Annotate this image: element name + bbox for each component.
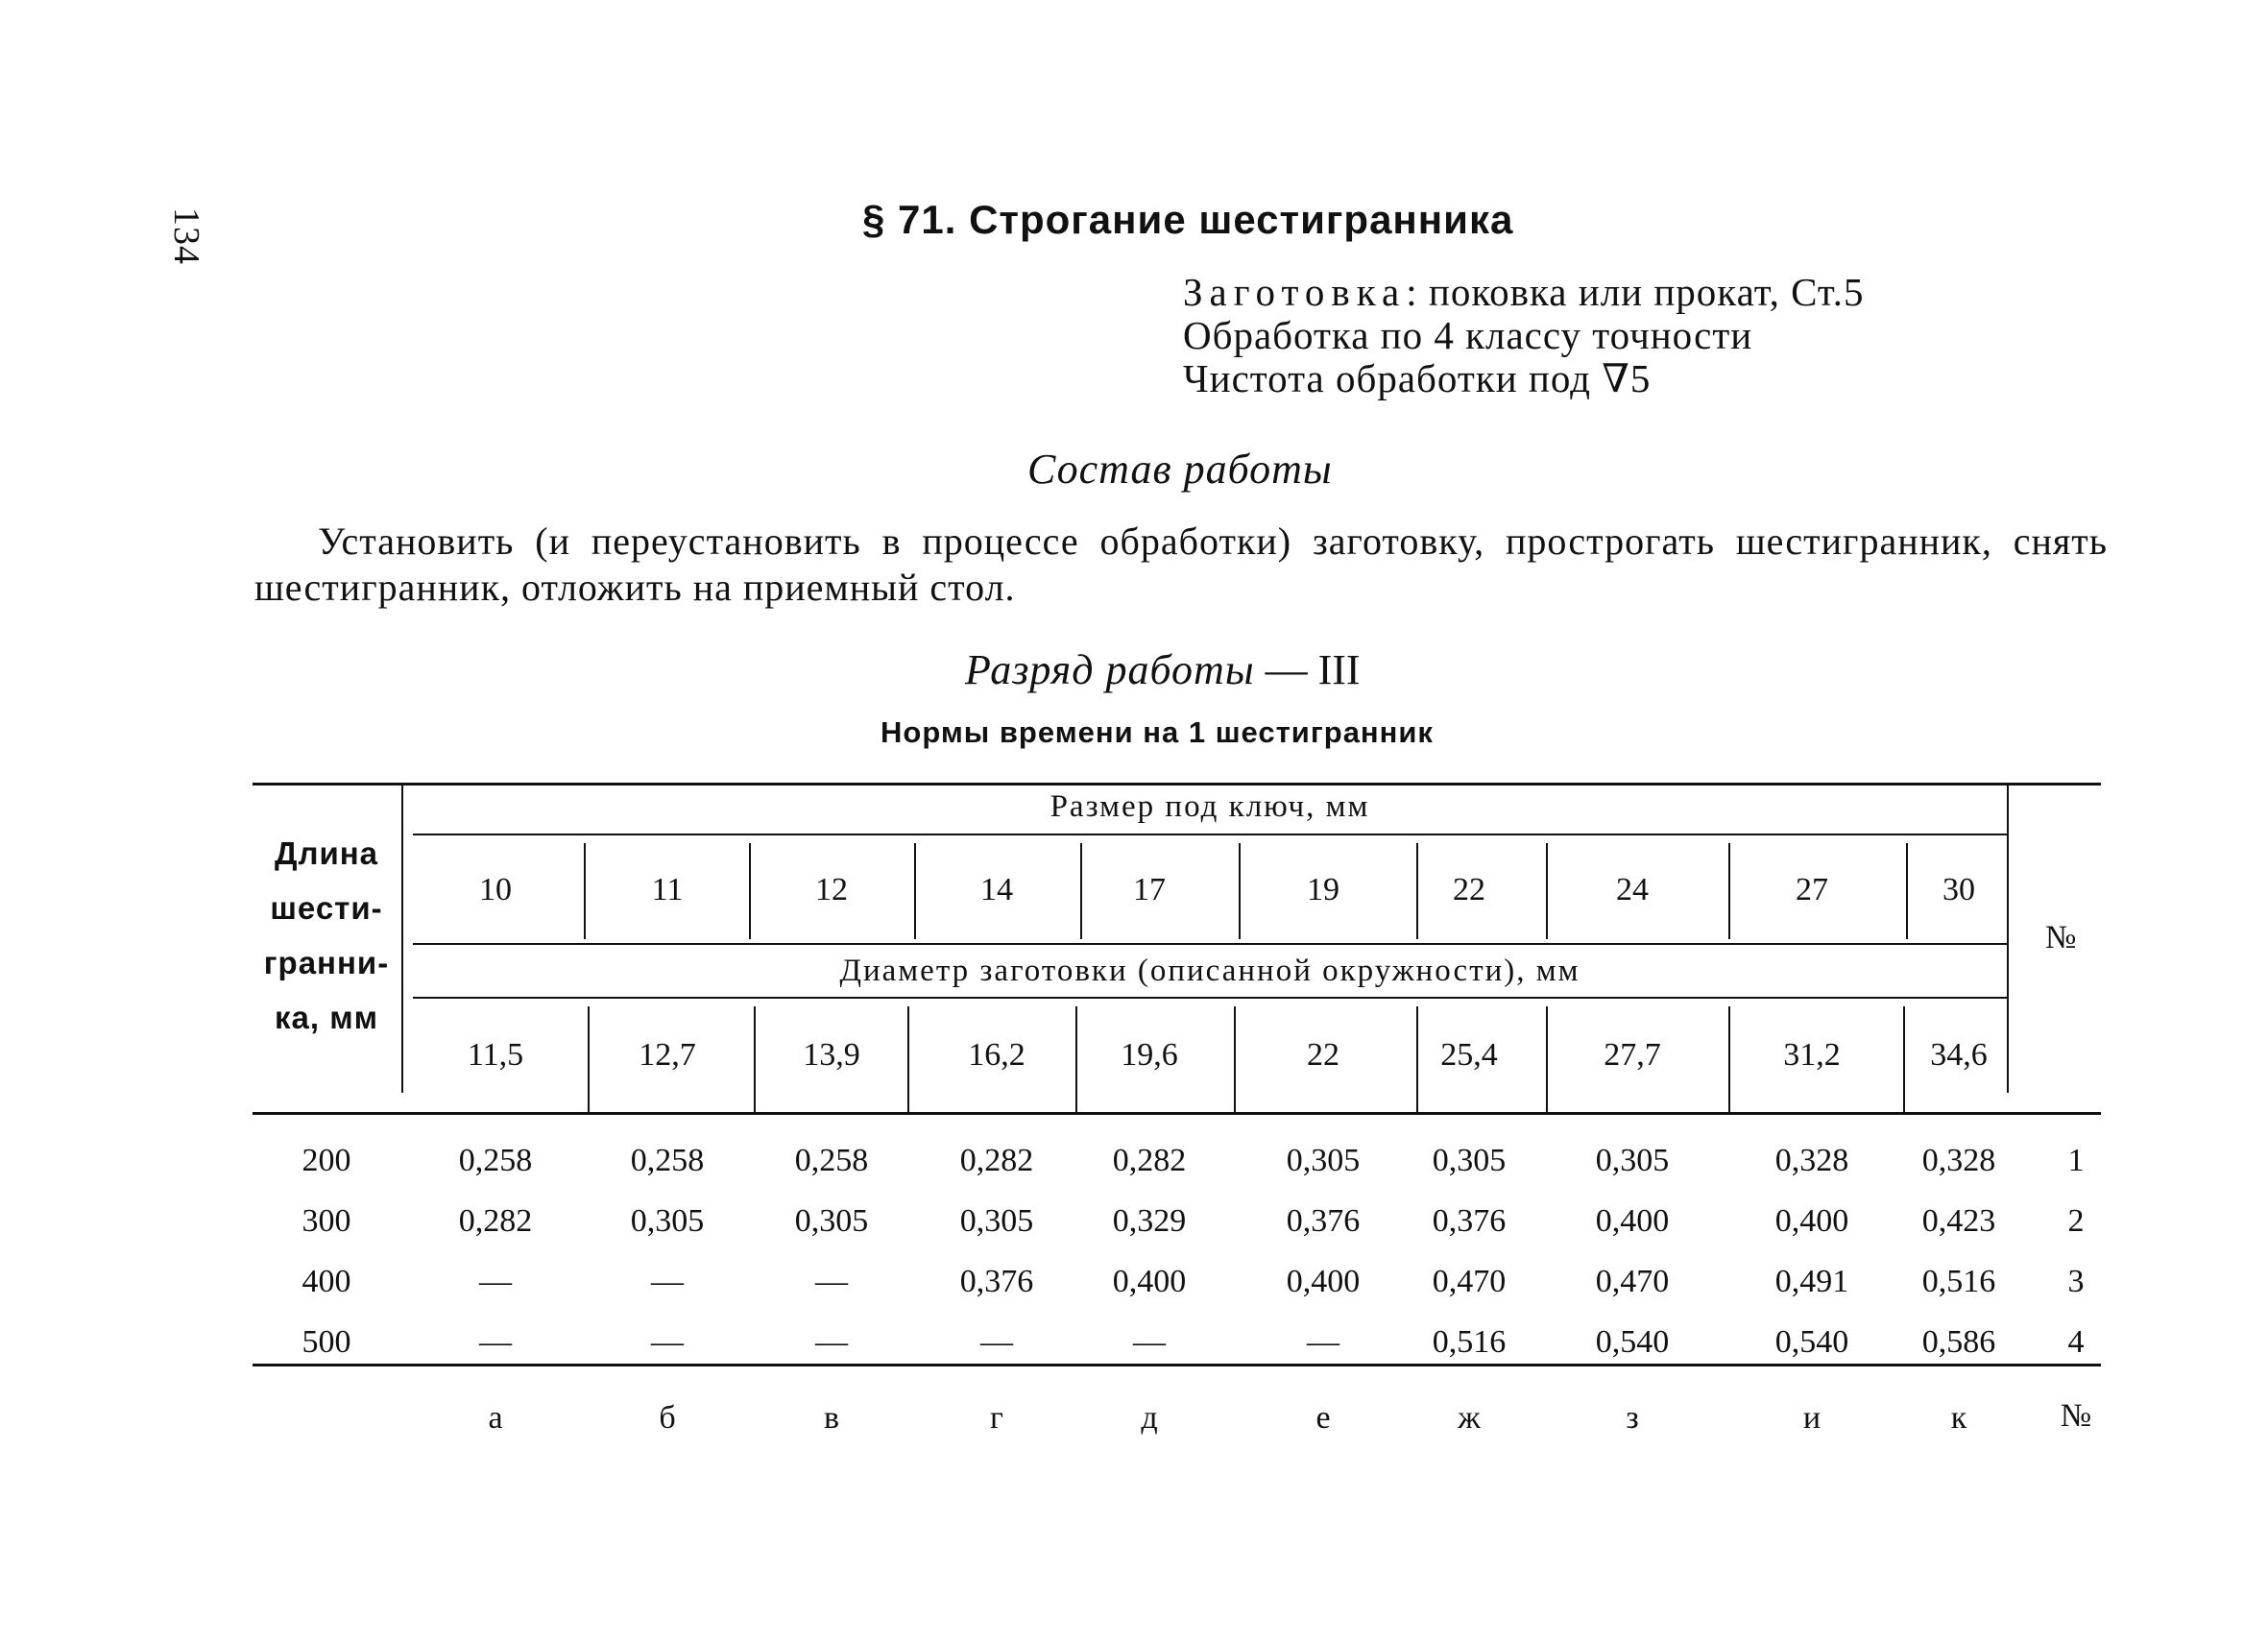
diam-col-divider [588, 1006, 590, 1112]
key-size-cell: 10 [479, 872, 512, 907]
diameter-cell: 11,5 [467, 1037, 524, 1073]
norm-value-cell: — [1133, 1324, 1166, 1360]
column-letter: ж [1458, 1400, 1481, 1436]
header-bottom-rule [253, 1112, 2101, 1115]
norm-value-cell: 0,328 [1921, 1143, 1996, 1178]
side-col-rule [401, 786, 403, 1093]
diameter-cell: 16,2 [968, 1037, 1025, 1073]
norm-value-cell: 0,400 [1112, 1264, 1187, 1299]
norm-value-cell: 0,305 [1432, 1143, 1507, 1178]
diameter-cell: 27,7 [1604, 1037, 1661, 1073]
key-col-divider [584, 843, 586, 939]
column-letter: г [990, 1400, 1003, 1436]
norm-value-cell: 0,329 [1112, 1203, 1187, 1239]
length-header [254, 826, 398, 1045]
column-letter: к [1950, 1400, 1967, 1436]
key-size-cell: 14 [980, 872, 1013, 907]
column-letter: в [823, 1400, 840, 1436]
norm-value-cell: 0,282 [959, 1143, 1034, 1178]
norm-value-cell: 0,423 [1921, 1203, 1996, 1239]
key-size-header: Размер под ключ, мм [1050, 789, 1370, 824]
zagotovka-text: : поковка или прокат, Ст.5 [1406, 270, 1865, 314]
norm-value-cell: 0,376 [1432, 1203, 1507, 1239]
norm-value-cell: 0,305 [1286, 1143, 1361, 1178]
diam-col-divider [1546, 1006, 1548, 1112]
norm-value-cell: — [980, 1324, 1013, 1360]
grade-label: Разряд работы [965, 646, 1255, 693]
key-size-cell: 17 [1133, 872, 1166, 907]
letter-row-num: № [2060, 1398, 2092, 1434]
length-header-line: Длина [274, 835, 379, 871]
norm-value-cell: 0,258 [458, 1143, 533, 1178]
diam-col-divider [1075, 1006, 1077, 1112]
diam-col-divider [1728, 1006, 1730, 1112]
norm-value-cell: 0,258 [630, 1143, 705, 1178]
length-cell: 400 [302, 1264, 351, 1299]
norm-value-cell: 0,400 [1595, 1203, 1670, 1239]
mid-rule [413, 943, 2007, 945]
key-size-cell: 27 [1796, 872, 1828, 907]
norm-value-cell: 0,305 [959, 1203, 1034, 1239]
norm-value-cell: 0,491 [1774, 1264, 1849, 1299]
norm-value-cell: 0,258 [794, 1143, 869, 1178]
diam-col-divider [907, 1006, 909, 1112]
key-col-divider [749, 843, 751, 939]
diam-col-divider [1234, 1006, 1236, 1112]
diameter-cell: 25,4 [1440, 1037, 1498, 1073]
key-col-divider [1906, 843, 1908, 939]
key-size-cell: 24 [1616, 872, 1649, 907]
work-header: Состав работы [1027, 446, 1333, 493]
length-cell: 200 [302, 1143, 351, 1178]
table-caption: Нормы времени на 1 шестигранник [881, 715, 1434, 749]
column-letter: е [1315, 1400, 1331, 1436]
table-top-rule [253, 783, 2101, 786]
norm-value-cell: — [651, 1264, 684, 1299]
spec-obrabotka: Обработка по 4 классу точности [1183, 313, 1753, 357]
norm-value-cell: 0,540 [1774, 1324, 1849, 1360]
norm-value-cell: 0,470 [1595, 1264, 1670, 1299]
row-number-cell: 3 [2067, 1264, 2085, 1299]
norm-value-cell: 0,305 [794, 1203, 869, 1239]
key-size-cell: 11 [651, 872, 684, 907]
norm-value-cell: 0,400 [1774, 1203, 1849, 1239]
key-size-cell: 19 [1307, 872, 1339, 907]
norm-value-cell: 0,516 [1432, 1324, 1507, 1360]
norm-value-cell: — [1307, 1324, 1339, 1360]
diam-col-divider [754, 1006, 756, 1112]
row-number-cell: 2 [2067, 1203, 2085, 1239]
norm-value-cell: 0,400 [1286, 1264, 1361, 1299]
grade-value: — III [1254, 646, 1361, 693]
diam-header-rule [413, 997, 2007, 999]
norm-value-cell: 0,470 [1432, 1264, 1507, 1299]
norm-value-cell: 0,305 [1595, 1143, 1670, 1178]
norm-value-cell: 0,540 [1595, 1324, 1670, 1360]
length-cell: 500 [302, 1324, 351, 1360]
key-col-divider [1546, 843, 1548, 939]
diameter-cell: 12,7 [639, 1037, 696, 1073]
column-letter: б [659, 1400, 676, 1436]
norm-value-cell: 0,282 [1112, 1143, 1187, 1178]
norm-value-cell: 0,376 [959, 1264, 1034, 1299]
diam-col-divider [1903, 1006, 1905, 1112]
table-bottom-rule [253, 1364, 2101, 1366]
norm-value-cell: 0,282 [458, 1203, 533, 1239]
column-letter: д [1141, 1400, 1158, 1436]
page-number: 134 [166, 207, 206, 265]
norm-value-cell: 0,376 [1286, 1203, 1361, 1239]
diameter-header: Диаметр заготовки (описанной окружности), мм [839, 954, 1580, 988]
section-title: § 71. Строгание шестигранника [862, 197, 1514, 242]
column-letter: и [1802, 1400, 1822, 1436]
key-col-divider [914, 843, 916, 939]
spec-chistota: Чистота обработки под ∇5 [1183, 356, 1652, 400]
key-col-divider [1416, 843, 1418, 939]
diameter-cell: 22 [1307, 1037, 1339, 1073]
norm-value-cell: — [815, 1264, 848, 1299]
diameter-cell: 31,2 [1783, 1037, 1841, 1073]
diameter-cell: 13,9 [803, 1037, 860, 1073]
spec-zagotovka [1183, 269, 1864, 315]
key-col-divider [1080, 843, 1082, 939]
norm-value-cell: — [651, 1324, 684, 1360]
norm-value-cell: 0,328 [1774, 1143, 1849, 1178]
num-col-rule [2007, 786, 2009, 1093]
column-letter: з [1626, 1400, 1639, 1436]
norm-value-cell: 0,516 [1921, 1264, 1996, 1299]
norm-value-cell: — [815, 1324, 848, 1360]
diameter-cell: 19,6 [1121, 1037, 1178, 1073]
diam-col-divider [1416, 1006, 1418, 1112]
norm-value-cell: 0,305 [630, 1203, 705, 1239]
num-header: № [2045, 920, 2077, 955]
norm-value-cell: 0,586 [1921, 1324, 1996, 1360]
length-cell: 300 [302, 1203, 351, 1239]
row-number-cell: 4 [2067, 1324, 2085, 1360]
norm-value-cell: — [479, 1264, 512, 1299]
key-col-divider [1728, 843, 1730, 939]
key-size-cell: 30 [1942, 872, 1975, 907]
key-size-cell: 22 [1453, 872, 1485, 907]
row-number-cell: 1 [2067, 1143, 2085, 1178]
length-header-line: гранни- [263, 945, 390, 980]
zagotovka-label: Заготовка [1183, 270, 1407, 314]
diameter-cell: 34,6 [1930, 1037, 1988, 1073]
norm-value-cell: — [479, 1324, 512, 1360]
key-header-rule [413, 834, 2007, 835]
work-text: Установить (и переустановить в процессе обработки) заготовку, прострогать шестигранник, снять шестигранник, отложить на приемный стол. [254, 520, 2108, 609]
key-col-divider [1239, 843, 1241, 939]
column-letter: а [488, 1400, 503, 1436]
grade-line [965, 645, 1361, 694]
length-header-line: шести- [270, 890, 383, 926]
length-header-line: ка, мм [274, 1000, 379, 1035]
key-size-cell: 12 [815, 872, 848, 907]
